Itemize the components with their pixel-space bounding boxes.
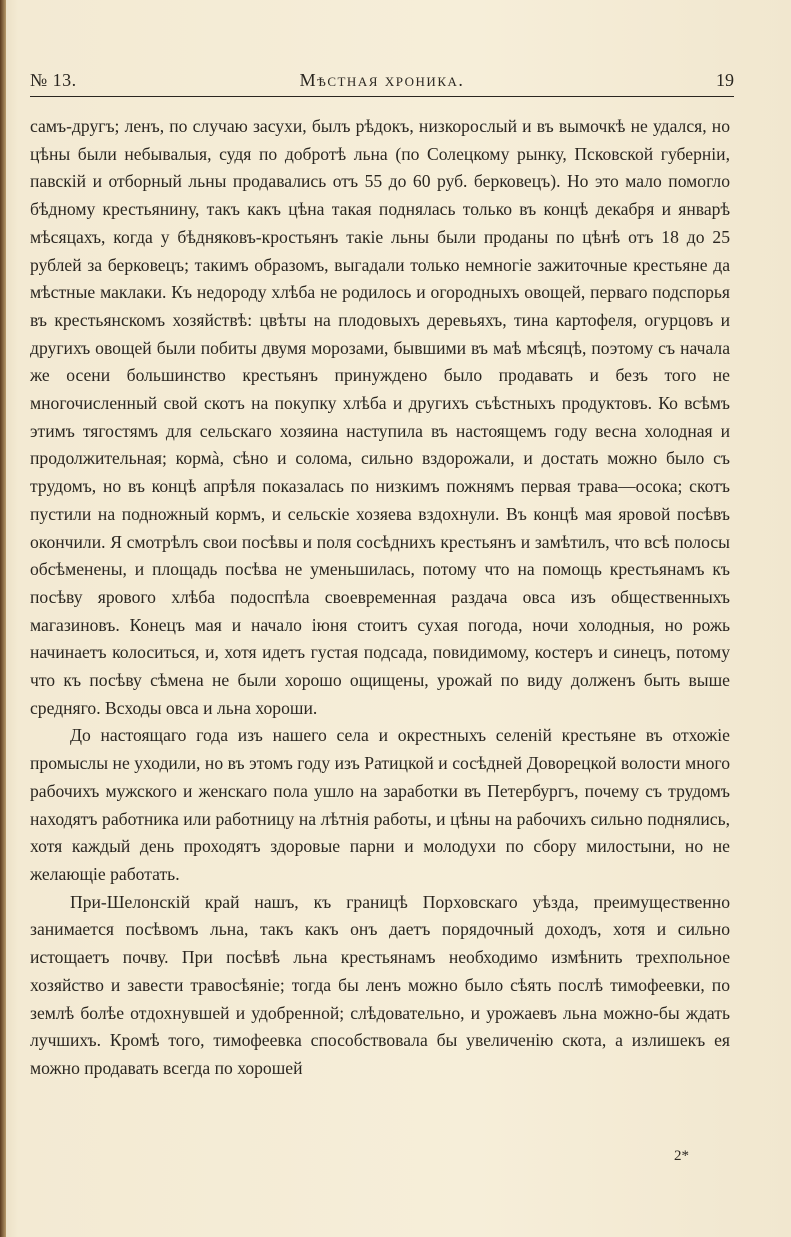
paragraph: При-Шелонскій край нашъ, къ границѣ Порховскаго уѣзда, преимущественно занимается посѣвомъ льна, такъ какъ онъ даетъ порядочный доходъ, хотя и сильно истощаетъ почву. При посѣвѣ льна крестьянамъ необходимо измѣнить трехпольное хозяйство и завести травосѣяніе; тогда бы ленъ можно было сѣять послѣ тимофеевки, по землѣ болѣе отдохнувшей и удобренной; слѣдовательно, и урожаевъ льна можно-бы ждать лучшихъ. Кромѣ того, тимофеевка способствовала бы увеличенію скота, а излишекъ ея можно продавать всегда по хорошей xyxy=(30,891,730,1078)
paragraph: самъ-другъ; ленъ, по случаю засухи, былъ рѣдокъ, низкорослый и въ вымочкѣ не удался, но цѣны были небывалыя, судя по добротѣ льна (по Солецкому рынку, Псковской губерніи, павскій и отборный льны продавались отъ 55 до 60 руб. берковецъ). Но это мало помогло бѣдному крестьянину, такъ какъ цѣна такая поднялась только въ концѣ декабря и январѣ мѣсяцахъ, когда у бѣдняковъ-кростьянъ такіе льны были проданы по цѣнѣ отъ 18 до 25 рублей за берковецъ; такимъ образомъ, выгадали только немногіе зажиточные крестьяне да мѣстные маклаки. Къ недороду хлѣба не родилось и огородныхъ овощей, перваго подспорья въ крестьянскомъ хозяйствѣ: цвѣты на плодовыхъ деревьяхъ, тина картофеля, огурцовъ и другихъ овощей были побиты двумя морозами, бывшими въ маѣ мѣсяцѣ, поэтому съ начала же осени большинство крестьянъ принуждено было продавать и безъ того не многочисленный свой скотъ на покупку хлѣба и другихъ съѣстныхъ продуктовъ. Ко всѣмъ этимъ тягостямъ для сельскаго хозяина наступила въ настоящемъ году весна холодная и продолжительная; кормà, сѣно и солома, сильно вздорожали, и достать можно было съ трудомъ, но въ концѣ апрѣля показалась по низкимъ пожнямъ первая трава—осока; скотъ пустили на подножный кормъ, и сельскіе хозяева вздохнули. Въ концѣ мая яровой посѣвъ окончили. Я смотрѣлъ свои посѣвы и поля сосѣднихъ крестьянъ и замѣтилъ, что всѣ полосы обсѣменены, и площадь посѣва не уменьшилась, потому что на помощь крестьянамъ къ посѣву ярового хлѣба подоспѣла своевременная раздача овса изъ общественныхъ магазиновъ. Конецъ мая и начало іюня стоитъ сухая погода, ночи холодныя, но рожь начинаетъ колоситься, и, хотя идетъ густая подсада, повидимому, костеръ и синецъ, потому что къ посѣву сѣмена не были хорошо ощищены, урожай по виду долженъ быть выше средняго. Всходы овса и льна хороши. xyxy=(30,116,730,718)
header-rule xyxy=(30,96,734,97)
paragraph: До настоящаго года изъ нашего села и окрестныхъ селеній крестьяне въ отхожіе промыслы не уходили, но въ этомъ году изъ Ратицкой и сосѣдней Доворецкой волости много рабочихъ мужского и женскаго пола ушло на заработки въ Петербургъ, почему съ трудомъ находятъ работника или работницу на лѣтнія работы, и цѣны на рабочихъ сильно поднялись, хотя каждый день проходятъ здоровые парни и молодухи по сбору милостыни, но не желающіе работать. xyxy=(30,725,730,884)
book-spine-edge xyxy=(0,0,6,1237)
issue-number: № 13. xyxy=(30,70,77,90)
article-body xyxy=(30,113,730,1083)
page-number: 19 xyxy=(716,70,734,90)
running-header xyxy=(30,70,734,96)
section-title: Мѣстная хроника. xyxy=(299,70,465,90)
signature-mark: 2* xyxy=(674,1148,689,1164)
